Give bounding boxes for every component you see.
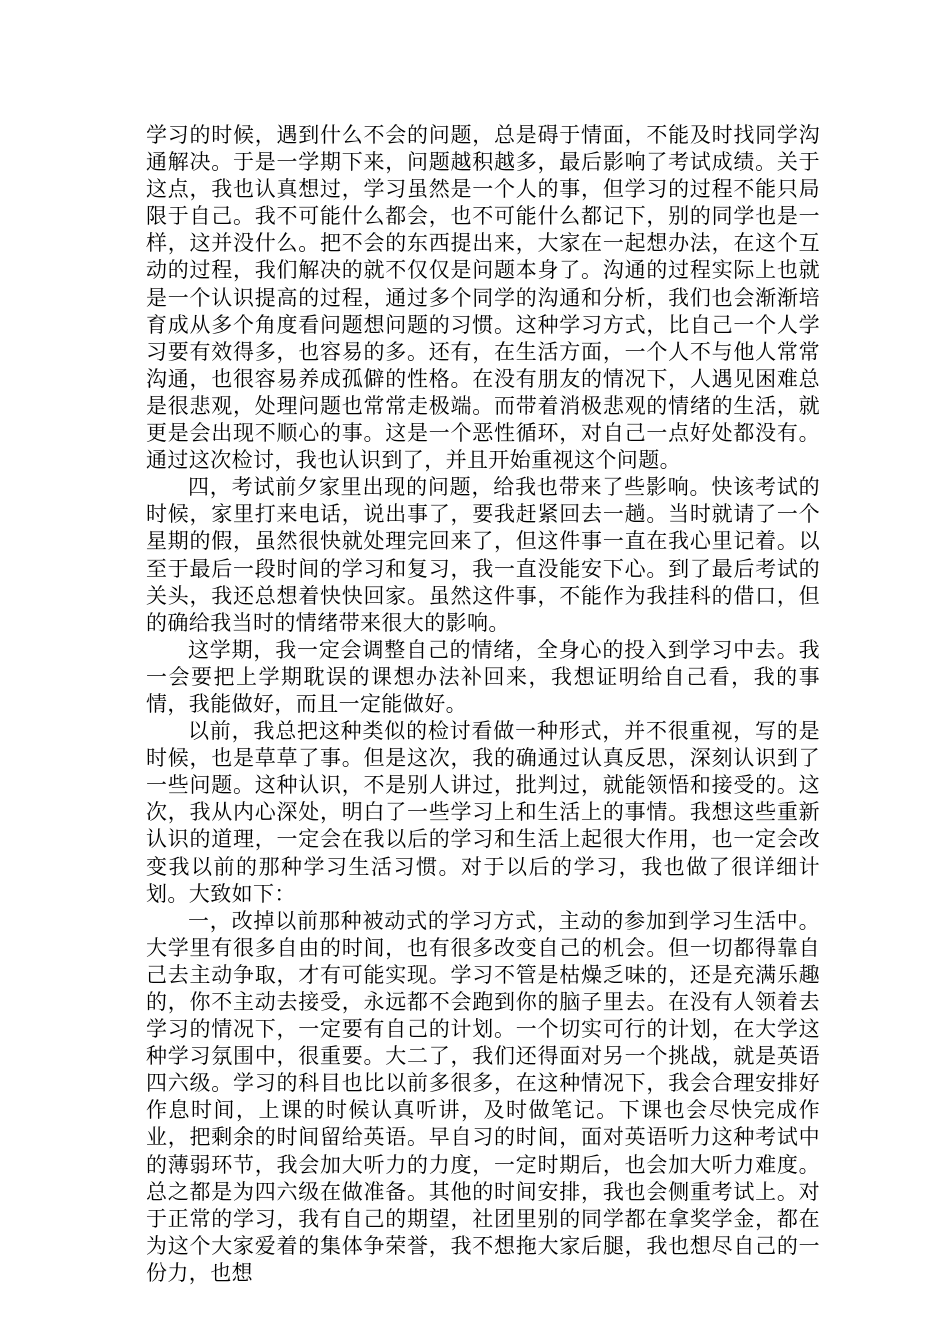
paragraph-1: 学习的时候，遇到什么不会的问题，总是碍于情面，不能及时找同学沟通解决。于是一学期下来，问题越积越多，最后影响了考试成绩。关于这点，我也认真想过，学习虽然是一个人的事，但学习的过程不能只局限于自己。我不可能什么都会，也不可能什么都记下，别的同学也是一样，这并没什么。把不会的东西提出来，大家在一起想办法，在这个互动的过程，我们解决的就不仅仅是问题本身了。沟通的过程实际上也就是一个认识提高的过程，通过多个同学的沟通和分析，我们也会渐渐培育成从多个角度看问题想问题的习惯。这种学习方式，比自己一个人学习要有效得多，也容易的多。还有，在生活方面，一个人不与他人常常沟通，也很容易养成孤僻的性格。在没有朋友的情况下，人遇见困难总是很悲观，处理问题也常常走极端。而带着消极悲观的情绪的生活，就更是会出现不顺心的事。这是一个恶性循环，对自己一点好处都没有。通过这次检讨，我也认识到了，并且开始重视这个问题。: [146, 123, 820, 473]
paragraph-4: 以前，我总把这种类似的检讨看做一种形式，并不很重视，写的是时候，也是草草了事。但是这次，我的确通过认真反思，深刻认识到了一些问题。这种认识，不是别人讲过，批判过，就能领悟和接受的。这次，我从内心深处，明白了一些学习上和生活上的事情。我想这些重新认识的道理，一定会在我以后的学习和生活上起很大作用，也一定会改变我以前的那种学习生活习惯。对于以后的学习，我也做了很详细计划。大致如下：: [146, 719, 820, 906]
paragraph-3: 这学期，我一定会调整自己的情绪，全身心的投入到学习中去。我一会要把上学期耽误的课想办法补回来，我想证明给自己看，我的事情，我能做好，而且一定能做好。: [146, 637, 820, 716]
paragraph-5: 一，改掉以前那种被动式的学习方式，主动的参加到学习生活中。大学里有很多自由的时间，也有很多改变自己的机会。但一切都得靠自己去主动争取，才有可能实现。学习不管是枯燥乏味的，还是充满乐趣的，你不主动去接受，永远都不会跑到你的脑子里去。在没有人领着去学习的情况下，一定要有自己的计划。一个切实可行的计划，在大学这种学习氛围中，很重要。大二了，我们还得面对另一个挑战，就是英语四六级。学习的科目也比以前多很多，在这种情况下，我会合理安排好作息时间，上课的时候认真听讲，及时做笔记。下课也会尽快完成作业，把剩余的时间留给英语。早自习的时间，面对英语听力这种考试中的薄弱环节，我会加大听力的力度，一定时期后，也会加大听力难度。总之都是为四六级在做准备。其他的时间安排，我也会侧重考试上。对于正常的学习，我有自己的期望，社团里别的同学都在拿奖学金，都在为这个大家爱着的集体争荣誉，我不想拖大家后腿，我也想尽自己的一份力，也想: [146, 908, 820, 1285]
document-page: [146, 122, 820, 1287]
paragraph-2: 四，考试前夕家里出现的问题，给我也带来了些影响。快该考试的时候，家里打来电话，说出事了，要我赶紧回去一趟。当时就请了一个星期的假，虽然很快就处理完回来了，但这件事一直在我心里记着。以至于最后一段时间的学习和复习，我一直没能安下心。到了最后考试的关头，我还总想着快快回家。虽然这件事，不能作为我挂科的借口，但的确给我当时的情绪带来很大的影响。: [146, 475, 820, 635]
